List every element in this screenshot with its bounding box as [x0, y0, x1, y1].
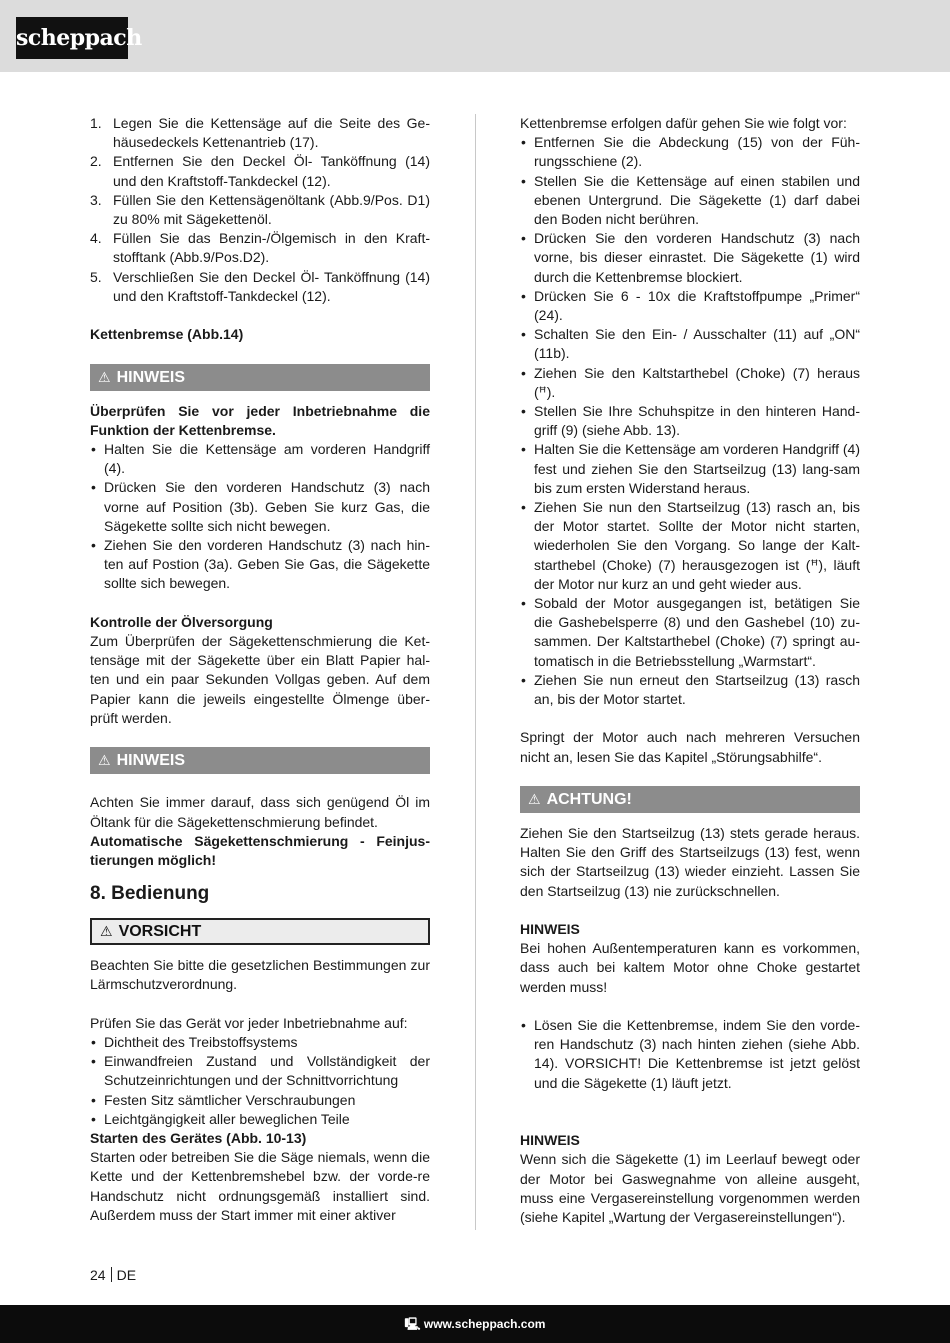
hinweis-banner: ⚠ HINWEIS [90, 364, 430, 391]
monitor-icon: 🖳︎ [404, 1317, 424, 1331]
achtung-banner: ⚠ ACHTUNG! [520, 786, 860, 813]
fill-steps-list [90, 114, 430, 306]
list-item: • Halten Sie die Kettensäge am vorderen Handgriff (4). [90, 440, 430, 478]
continued-text: Kettenbremse erfolgen dafür gehen Sie wie folgt vor: [520, 115, 847, 131]
springt-text: Springt der Motor auch nach mehreren Versuchen nicht an, lesen Sie das Kapitel „Störungsabhilfe“. [520, 729, 860, 765]
hinweis-text: Bei hohen Außentemperaturen kann es vorkommen, dass auch bei kaltem Motor ohne Choke gestartet werden muss! [520, 940, 860, 995]
left-column [90, 114, 430, 1225]
brake-check-list [90, 440, 430, 594]
oil-supply-text: Zum Überprüfen der Sägekettenschmierung die Ket-tensäge mit der Sägekette über ein Blatt Papier hal-ten und ein paar Sekunden Vollgas geben. Auf dem Papier kann die jeweils eingestellte Ölmenge über-prüft werden. [90, 633, 430, 726]
oil-supply-heading: Kontrolle der Ölversorgung [90, 613, 273, 630]
start-steps-list [520, 133, 860, 709]
list-item: • Schalten Sie den Ein- / Ausschalter (11) auf „ON“ (11b). [520, 325, 860, 363]
check-lead: Prüfen Sie das Gerät vor jeder Inbetriebnahme auf: [90, 1014, 408, 1031]
oil-note-bold: Automatische Sägekettenschmierung - Feinjus-tierungen möglich! [90, 832, 430, 869]
vorsicht-text: Beachten Sie bitte die gesetzlichen Bestimmungen zur Lärmschutzverordnung. [90, 957, 430, 993]
list-item: • Einwandfreien Zustand und Vollständigkeit der Schutzeinrichtungen und der Schnittvorrichtung [90, 1052, 430, 1090]
start-heading: Starten des Gerätes (Abb. 10-13) [90, 1130, 307, 1147]
list-item: • Festen Sitz sämtlicher Verschraubungen [90, 1091, 430, 1110]
hinweis-heading: HINWEIS [520, 921, 580, 938]
header-bar [0, 0, 950, 72]
list-item: • Lösen Sie die Kettenbremse, indem Sie den vorde-ren Handschutz (3) nach hinten ziehen (siehe Abb. 14). VORSICHT! Die Kettenbremse ist jetzt gelöst und die Sägekette (1) läuft jetzt. [520, 1016, 860, 1093]
hinweis-heading: HINWEIS [520, 1132, 580, 1149]
list-item: • Ziehen Sie nun erneut den Startseilzug (13) rasch an, bis der Motor startet. [520, 671, 860, 709]
brand-logo[interactable]: scheppach [16, 17, 128, 59]
footer-bar [0, 1305, 950, 1343]
list-item: • Drücken Sie 6 - 10x die Kraftstoffpumpe „Primer“ (24). [520, 287, 860, 325]
list-item: • Halten Sie die Kettensäge am vorderen Handgriff (4) fest und ziehen Sie den Startseilzug (13) lang-sam bis zum ersten Widerstand heraus. [520, 440, 860, 498]
list-item: 2. Entfernen Sie den Deckel Öl- Tanköffnung (14) und den Kraftstoff-Tankdeckel (12). [90, 153, 430, 189]
list-item: • Leichtgängigkeit aller beweglichen Teile [90, 1110, 430, 1129]
hinweis-text: Wenn sich die Sägekette (1) im Leerlauf bewegt oder der Motor bei Gaswegnahme von alleine ausgeht, muss eine Vergasereinstellung vorgenommen werden (siehe Kapitel „Wartung der Vergasereinstellungen“). [520, 1151, 860, 1226]
start-text: Starten oder betreiben Sie die Säge niemals, wenn die Kette und der Kettenbremshebel bzw. der vorde-re Handschutz nicht ordnungsgemäß installiert sind. Außerdem muss der Start immer mit einer aktiver [90, 1149, 430, 1223]
warning-icon: ⚠ [100, 923, 113, 940]
list-item: 5. Verschließen Sie den Deckel Öl- Tanköffnung (14) und den Kraftstoff-Tankdeckel (12). [90, 268, 430, 304]
release-list [520, 1016, 860, 1093]
check-list [90, 1033, 430, 1129]
hinweis-lead: Überprüfen Sie vor jeder Inbetriebnahme die Funktion der Kettenbremse. [90, 402, 430, 438]
website-link[interactable]: 🖳︎ www.scheppach.com [404, 1317, 546, 1331]
list-item: • Stellen Sie Ihre Schuhspitze in den hinteren Hand-griff (9) (siehe Abb. 13). [520, 402, 860, 440]
list-item: • Dichtheit des Treibstoffsystems [90, 1033, 430, 1052]
list-item: • Ziehen Sie den Kaltstarthebel (Choke) (7) heraus (ꟸ). [520, 364, 860, 402]
list-item: 3. Füllen Sie den Kettensägenöltank (Abb.9/Pos. D1) zu 80% mit Sägekettenöl. [90, 191, 430, 228]
page-number: 24 DE [90, 1267, 137, 1283]
list-item: • Sobald der Motor ausgegangen ist, betätigen Sie die Gashebelsperre (8) und den Gashebel (10) zu-sammen. Der Kaltstarthebel (Choke) (7) springt au-tomatisch in die Betriebsstellung „Warmstart“. [520, 594, 860, 671]
list-item: 4. Füllen Sie das Benzin-/Ölgemisch in den Kraft-stofftank (Abb.9/Pos.D2). [90, 230, 430, 266]
list-item: • Drücken Sie den vorderen Handschutz (3) nach vorne, bis dieser einrastet. Die Sägekette (1) wird durch die Kettenbremse blockiert. [520, 229, 860, 287]
list-item: • Drücken Sie den vorderen Handschutz (3) nach vorne auf Position (3b). Geben Sie kurz Gas, die Sägekette sollte sich nicht bewegen. [90, 478, 430, 536]
list-item: • Stellen Sie die Kettensäge auf einen stabilen und ebenen Untergrund. Die Sägekette (1) darf dabei den Boden nicht berühren. [520, 172, 860, 230]
list-item: • Entfernen Sie die Abdeckung (15) von der Füh-rungsschiene (2). [520, 133, 860, 171]
section-heading: 8. Bedienung [90, 883, 210, 905]
vorsicht-banner: ⚠ VORSICHT [90, 918, 430, 945]
list-item: 1. Legen Sie die Kettensäge auf die Seite des Ge-häusedeckels Kettenantrieb (17). [90, 115, 430, 151]
right-column [520, 114, 860, 1227]
hinweis-banner: ⚠ HINWEIS [90, 747, 430, 774]
list-item: • Ziehen Sie den vorderen Handschutz (3) nach hin-ten auf Postion (3a). Geben Sie Gas, die Sägekette sollte sich bewegen. [90, 536, 430, 594]
list-item: • Ziehen Sie nun den Startseilzug (13) rasch an, bis der Motor startet. Sollte der Motor nicht starten, wiederholen Sie den Vorgang. So lange der Kalt-starthebel (Choke) (7) herausgezogen ist (ꟸ), läuft der Motor nur kurz an und geht wieder aus. [520, 498, 860, 594]
chain-brake-heading: Kettenbremse (Abb.14) [90, 326, 244, 343]
warning-icon: ⚠ [98, 752, 111, 769]
warning-icon: ⚠ [528, 791, 541, 808]
achtung-text: Ziehen Sie den Startseilzug (13) stets gerade heraus. Halten Sie den Griff des Startseilzugs (13) fest, wenn sich der Startseilzug (13) wieder einzieht. Lassen Sie den Startseilzug (13) nie zurückschnellen. [520, 825, 860, 899]
column-divider [475, 114, 476, 1230]
warning-icon: ⚠ [98, 368, 111, 385]
oil-note-text: Achten Sie immer darauf, dass sich genügend Öl im Öltank für die Sägekettenschmierung befindet. [90, 794, 430, 830]
